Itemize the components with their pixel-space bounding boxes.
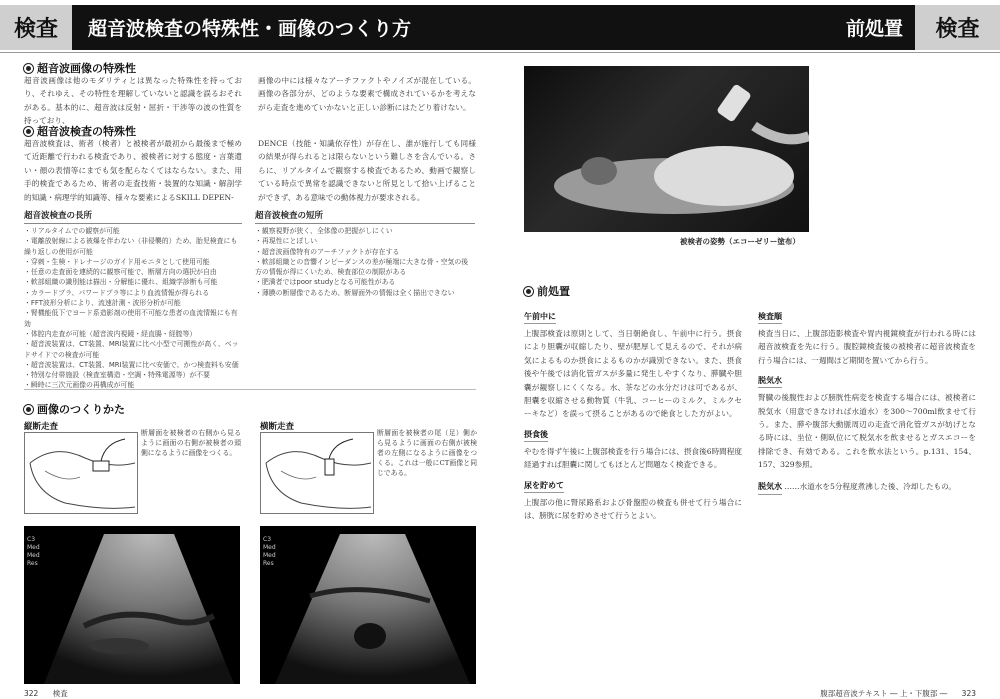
right-section-bar xyxy=(500,5,915,50)
merits-title: 超音波検査の長所 xyxy=(24,209,242,224)
page-title-bar xyxy=(72,5,500,50)
paragraph: 画像の中には様々なアーチファクトやノイズが混在している。画像の各部分が、どのような要素で構成されているかを考えながら走査を進めていかないと正しい診断にはたどり着けない。 xyxy=(258,76,476,112)
ultrasound-image-transverse xyxy=(260,526,476,684)
header-rule xyxy=(0,52,1000,53)
list-item: ・ 超音波画像特有のアーチファクトが存在する xyxy=(255,247,475,257)
list-item: ・ 穿刺・生検・ドレナージのガイド用モニタとして使用可能 xyxy=(24,257,242,267)
longitudinal-scan-label: 縦断走査 xyxy=(24,422,59,432)
right-chapter-tag xyxy=(915,5,1000,50)
overlay-line: Med xyxy=(27,544,40,551)
list-item: ・ 電離放射線による被爆を伴わない（非侵襲的）ため、胎児検査にも繰り返しの使用が可能 xyxy=(24,236,242,257)
list-item: ・ 瞬時に三次元画像の再構成が可能 xyxy=(24,380,242,390)
prep-block-text: 検査当日に、上腹部造影検査や胃内視鏡検査が行われる時には超音波検査を先に行う。腹腔鏡検査後の被検者に超音波検査を行う場合には、一週間ほど期間を置いてから行う。 xyxy=(758,329,976,365)
list-item: ・ 肥満者ではpoor studyとなる可能性がある xyxy=(255,277,475,287)
transverse-scan-text: 断層面を被検者の尾（足）側から見るように画面の右側が被検者の左側になるように画像をつくる。これは一般にCT画像と同じである。 xyxy=(377,429,477,477)
list-item: ・ 再現性にとぼしい xyxy=(255,236,475,246)
list-item: ・ 特別な付帯施設（検査室構造・空調・特殊電源等）が不要 xyxy=(24,370,242,380)
section-heading-text: 画像のつくりかた xyxy=(37,403,125,416)
photo-caption: 被検者の姿勢（エコーゼリー塗布） xyxy=(680,237,800,246)
merits-list xyxy=(24,226,242,391)
section-bullet-icon xyxy=(24,405,33,414)
divider xyxy=(24,389,476,390)
ultrasound-image-longitudinal xyxy=(24,526,240,684)
demerits-box xyxy=(255,209,475,298)
section-bullet-icon xyxy=(24,64,33,73)
list-item: ・ 軟部組織の識別能は描出・分解能に優れ、組織学診断も可能 xyxy=(24,277,242,287)
transverse-scan-diagram xyxy=(260,432,374,514)
prep-block-title: 摂食後 xyxy=(524,429,548,442)
prep-block-title: 脱気水 xyxy=(758,375,782,388)
list-item: ・ 超音波装置は、CT装置、MRI装置に比べ安価で、かつ検査料も安価 xyxy=(24,360,242,370)
list-item: ・ 薄膜の断層像であるため、断層面外の情報は全く描出できない xyxy=(255,288,475,298)
merits-box xyxy=(24,209,242,391)
prep-block-text: 上腹部検査は原則として、当日朝絶食し、午前中に行う。摂食により胆囊が収縮したり、壁が肥厚して見えるので、それが病気によるものか摂食によるものかが識別できない。また、摂食後や午後では消化管ガスが多量に発生しやすくなり、膵臓や胆囊が観察しにくくなる。水、茶などの水分だけは可であるが、胆囊を収縮させる動物質（牛乳、コーヒーのミルク、ミルクセーキなど）を誤って摂ることがあるので絶食とした方がよい。 xyxy=(524,329,742,419)
left-footer xyxy=(24,688,68,699)
section-heading-text: 超音波検査の特殊性 xyxy=(37,125,136,138)
overlay-line: Med xyxy=(27,552,40,559)
list-item: ・ リアルタイムでの観察が可能 xyxy=(24,226,242,236)
paragraph: DENCE（技能・知識依存性）が存在し、誰が施行しても同様の結果が得られるとは限らないという難しさを含んでいる。さらに、リアルタイムで観察する検査であるため、動画で観察している時点で異常を認識できないと所見として拾い上げることができず、ある意味での動体視力が要求される。 xyxy=(258,139,476,202)
list-item: ・ カラードプラ、パワードプラ等により血流情報が得られる xyxy=(24,288,242,298)
section-bullet-icon xyxy=(24,127,33,136)
section-heading-image-making xyxy=(24,401,125,417)
left-chapter-tag xyxy=(0,5,72,50)
list-item: ・ 体腔内走査が可能（超音波内視鏡・経直腸・経膣等） xyxy=(24,329,242,339)
probe-body-icon xyxy=(25,433,137,513)
ultrasound-overlay-text xyxy=(27,536,40,568)
prep-block-text: やむを得ず午後に上腹部検査を行う場合には、摂食後6時間程度経過すれば胆囊に関してもほとんど問題なく検査できる。 xyxy=(524,446,742,470)
glossary-term: 脱気水 xyxy=(758,480,782,495)
glossary-text: ……水道水を5分程度煮沸した後、冷却したもの。 xyxy=(784,481,957,491)
ultrasound-overlay-text xyxy=(263,536,276,568)
list-item: ・ 腎機能低下でヨード系造影剤の使用不可能な患者の血流情報にも有効 xyxy=(24,308,242,329)
section-bullet-icon xyxy=(524,287,533,296)
longitudinal-scan-text: 断層面を被検者の右側から見るように画面の右側が被検者の頭側になるように画像をつくる。 xyxy=(141,429,241,457)
overlay-line: C3 xyxy=(27,536,36,543)
paragraph: 超音波検査は、術者（検者）と被検者が最初から最後まで極めて近距離で行われる検査であり、被検者に対する態度・言葉遣い・顔の表情等にまでも気を配らなくてはならない。また、用手的検査であるため、術者の走査技術・装置的な知識・解剖学的知識・病理学的知識等、様々な要素によるSKILL DEPEN- xyxy=(24,139,242,202)
prep-block-text: 上腹部の他に腎尿路系および骨盤腔の検査も併せて行う場合には、膀胱に尿を貯めさせて行うとよい。 xyxy=(524,497,742,521)
list-item: ・ 超音波装置は、CT装置、MRI装置に比べ小型で可搬性が高く、ベッドサイドでの検査が可能 xyxy=(24,339,242,360)
left-chapter-tag-text: 検査 xyxy=(13,17,58,42)
longitudinal-scan-diagram xyxy=(24,432,138,514)
overlay-line: Med xyxy=(263,552,276,559)
overlay-line: Med xyxy=(263,544,276,551)
overlay-line: Res xyxy=(263,560,274,567)
demerits-title: 超音波検査の短所 xyxy=(255,209,475,224)
paragraph: 超音波画像は他のモダリティとは異なった特殊性を持っており、それゆえ、その特性を理解していないと認識を誤るおそれがある。基本的に、超音波は反射・屈折・干渉等の波の性質を持っており、 xyxy=(24,76,242,126)
right-footer xyxy=(820,688,976,699)
right-chapter-tag-text: 検査 xyxy=(935,17,980,42)
patient-photo xyxy=(524,66,809,232)
prep-block-text: 腎臓の後腹性および膀胱性病変を検査する場合には、被検者に脱気水（用意できなければ水道水）を300〜700ml飲ませて行う。また、膵や腹部大動脈周辺の走査で消化管ガスが妨げとなる時には、坐位・側臥位にて脱気水を飲ませるとガスエコーを排除でき、有効である。これを飲水法という。p.131、154、157、329参照。 xyxy=(758,393,976,470)
page-title: 超音波検査の特殊性・画像のつくり方 xyxy=(88,18,412,40)
prep-column-b xyxy=(758,304,976,495)
prep-block-title: 午前中に xyxy=(524,311,556,324)
overlay-line: C3 xyxy=(263,536,272,543)
section-heading-text: 前処置 xyxy=(537,285,570,298)
prep-column-a xyxy=(524,304,742,522)
list-item: ・ FFT波形分析により、流速計測・波形分析が可能 xyxy=(24,298,242,308)
footer-label: 検査 xyxy=(52,689,68,698)
section-heading-text: 超音波画像の特殊性 xyxy=(37,62,136,75)
demerits-list xyxy=(255,226,475,298)
right-section-label: 前処置 xyxy=(845,18,903,40)
glossary-note xyxy=(758,480,976,495)
page-number: 322 xyxy=(24,689,39,698)
transverse-scan-label: 横断走査 xyxy=(260,422,295,432)
overlay-line: Res xyxy=(27,560,38,567)
footer-label: 腹部超音波テキスト ― 上・下腹部 ― xyxy=(820,689,948,698)
list-item: ・ 観察視野が狭く、全体像の把握がしにくい xyxy=(255,226,475,236)
prep-block-title: 尿を貯めて xyxy=(524,480,564,493)
list-item: ・ 軟部組織との音響インピーダンスの差が極端に大きな骨・空気の後方の情報が得にくいため、検査部位の制限がある xyxy=(255,257,475,278)
page-number: 323 xyxy=(961,689,976,698)
probe-body-icon xyxy=(261,433,373,513)
list-item: ・ 任意の走査面を連続的に観察可能で、断層方向の選択が自由 xyxy=(24,267,242,277)
prep-block-title: 検査順 xyxy=(758,311,782,324)
section-heading-prep xyxy=(524,283,570,299)
